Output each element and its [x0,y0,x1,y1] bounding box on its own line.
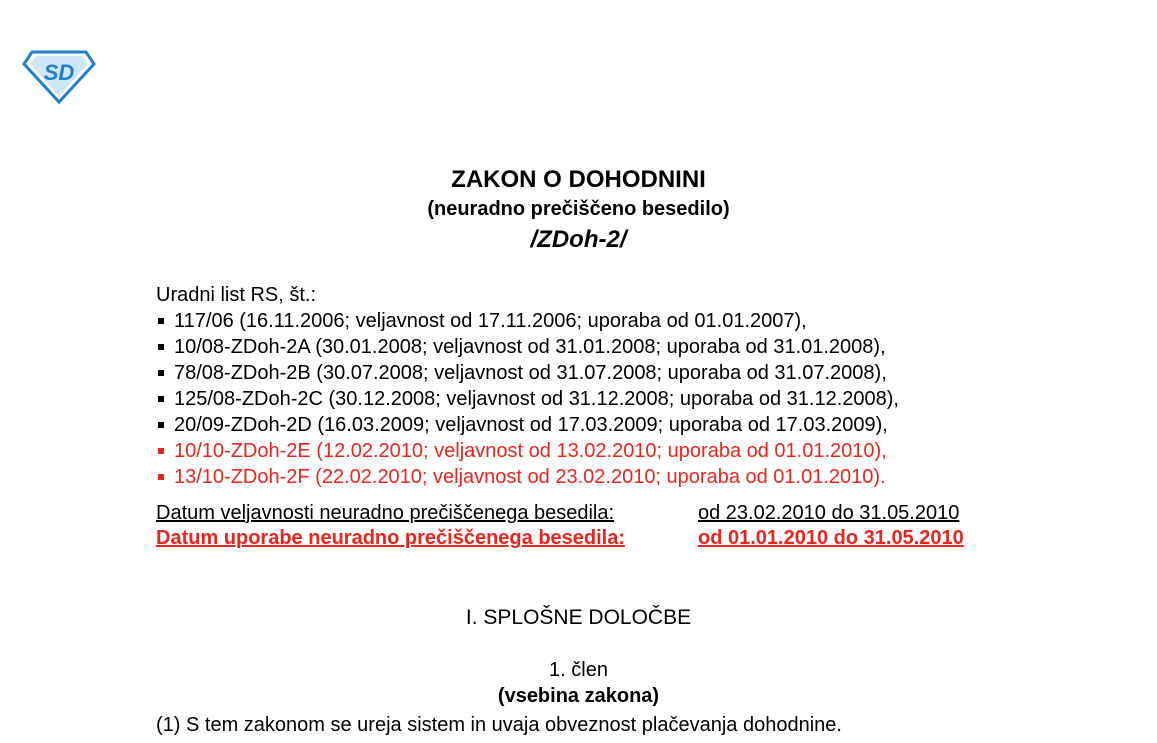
list-item-text: 20/09-ZDoh-2D (16.03.2009; veljavnost od 17.03.2009; uporaba od 17.03.2009), [174,414,888,436]
list-item-text: 125/08-ZDoh-2C (30.12.2008; veljavnost od 31.12.2008; uporaba od 31.12.2008), [174,388,899,410]
bullet-icon [158,396,164,402]
publication-list [156,308,899,490]
validity-date-label: Datum veljavnosti neuradno prečiščenega besedila: [156,502,615,524]
sd-diamond-logo-icon [22,50,96,104]
document-subtitle: (neuradno prečiščeno besedilo) [427,198,730,220]
validity-date-row [156,502,959,525]
bullet-icon [158,344,164,350]
bullet-icon [158,370,164,376]
bullet-icon [158,318,164,324]
list-item [156,360,899,386]
list-item-text: 10/10-ZDoh-2E (12.02.2010; veljavnost od 13.02.2010; uporaba od 01.01.2010), [174,440,887,462]
article-paragraph: (1) S tem zakonom se ureja sistem in uvaja obveznost plačevanja dohodnine. [156,714,842,736]
article-title: (vsebina zakona) [497,685,660,707]
application-date-row [156,527,964,550]
list-item [156,308,899,334]
document-title: ZAKON O DOHODNINI [451,166,706,193]
law-code: /ZDoh-2/ [530,226,627,253]
article-number: 1. člen [549,659,608,681]
list-item [156,412,899,438]
list-item [156,438,899,464]
list-item [156,334,899,360]
list-item-text: 78/08-ZDoh-2B (30.07.2008; veljavnost od 31.07.2008; uporaba od 31.07.2008), [174,362,887,384]
list-item-text: 10/08-ZDoh-2A (30.01.2008; veljavnost od 31.01.2008; uporaba od 31.01.2008), [174,336,886,358]
list-item [156,464,899,490]
logo-text: SD [43,60,75,85]
bullet-icon [158,422,164,428]
uradni-list-heading: Uradni list RS, št.: [156,284,317,306]
application-date-value: od 01.01.2010 do 31.05.2010 [698,527,964,549]
list-item-text: 13/10-ZDoh-2F (22.02.2010; veljavnost od 23.02.2010; uporaba od 01.01.2010). [174,466,886,488]
list-item-text: 117/06 (16.11.2006; veljavnost od 17.11.2006; uporaba od 01.01.2007), [174,310,807,332]
list-item [156,386,899,412]
section-title: I. SPLOŠNE DOLOČBE [465,606,692,629]
bullet-icon [158,474,164,480]
application-date-label: Datum uporabe neuradno prečiščenega besedila: [156,527,626,549]
validity-date-value: od 23.02.2010 do 31.05.2010 [698,502,960,524]
bullet-icon [158,448,164,454]
